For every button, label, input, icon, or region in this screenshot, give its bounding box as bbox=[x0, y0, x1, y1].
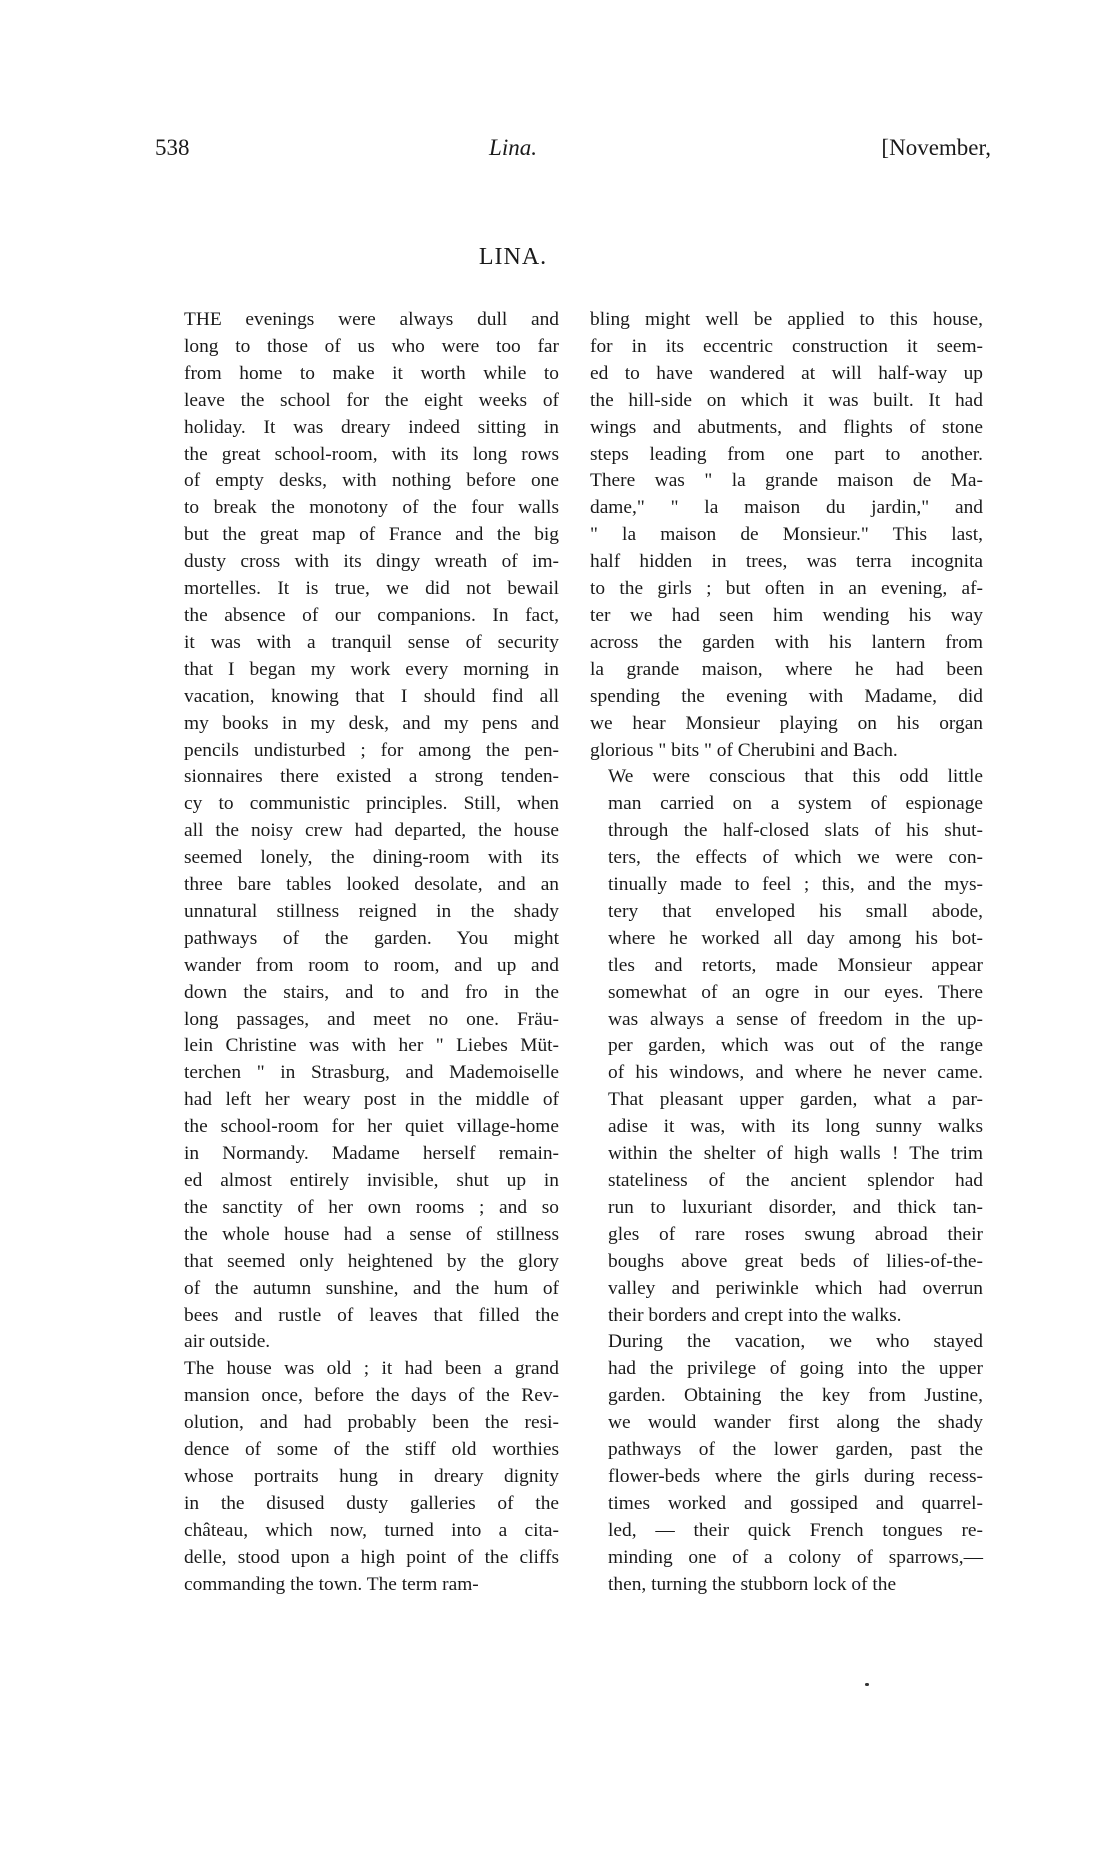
text-line: run to luxuriant disorder, and thick tan- bbox=[608, 1196, 983, 1218]
text-line: within the shelter of high walls ! The trim bbox=[608, 1143, 983, 1165]
text-line: pencils undisturbed ; for among the pen- bbox=[184, 739, 559, 761]
text-line: terchen " in Strasburg, and Mademoiselle bbox=[184, 1062, 559, 1084]
text-line: mortelles. It is true, we did not bewail bbox=[184, 578, 559, 600]
text-line: down the stairs, and to and fro in the bbox=[184, 981, 559, 1003]
text-line: garden. Obtaining the key from Justine, bbox=[608, 1385, 983, 1407]
text-line: to break the monotony of the four walls bbox=[184, 497, 559, 519]
text-line: mansion once, before the days of the Rev- bbox=[184, 1385, 559, 1407]
text-line: pathways of the garden. You might bbox=[184, 927, 559, 949]
text-line: tles and retorts, made Monsieur appear bbox=[608, 954, 983, 976]
text-line: whose portraits hung in dreary dignity bbox=[184, 1465, 559, 1487]
text-line: half hidden in trees, was terra incognita bbox=[590, 551, 983, 573]
text-line: During the vacation, we who stayed bbox=[608, 1331, 983, 1353]
text-line: long passages, and meet no one. Fräu- bbox=[184, 1008, 559, 1030]
text-line: dence of some of the stiff old worthies bbox=[184, 1439, 559, 1461]
text-line: all the noisy crew had departed, the house bbox=[184, 820, 559, 842]
page-header bbox=[0, 135, 1096, 175]
text-line: wander from room to room, and up and bbox=[184, 954, 559, 976]
text-line: the whole house had a sense of stillness bbox=[184, 1223, 559, 1245]
text-line: through the half-closed slats of his shut- bbox=[608, 820, 983, 842]
text-line: adise it was, with its long sunny walks bbox=[608, 1116, 983, 1138]
text-line: for in its eccentric construction it seem- bbox=[590, 335, 983, 357]
text-line: we hear Monsieur playing on his organ bbox=[590, 712, 983, 734]
text-line: holiday. It was dreary indeed sitting in bbox=[184, 416, 559, 438]
text-line: the school-room for her quiet village-home bbox=[184, 1116, 559, 1138]
text-line: but the great map of France and the big bbox=[184, 524, 559, 546]
text-line: to the girls ; but often in an evening, af- bbox=[590, 578, 983, 600]
text-line: three bare tables looked desolate, and an bbox=[184, 874, 559, 896]
text-line: stateliness of the ancient splendor had bbox=[608, 1170, 983, 1191]
text-line: delle, stood upon a high point of the cliffs bbox=[184, 1546, 559, 1568]
left-column bbox=[166, 307, 559, 1599]
text-line: " la maison de Monsieur." This last, bbox=[590, 524, 983, 546]
text-line: it was with a tranquil sense of security bbox=[184, 631, 559, 653]
text-line: olution, and had probably been the resi- bbox=[184, 1412, 559, 1434]
text-line: commanding the town. The term ram- bbox=[184, 1573, 479, 1595]
text-line: leave the school for the eight weeks of bbox=[184, 389, 559, 411]
text-line: minding one of a colony of sparrows,— bbox=[608, 1546, 983, 1568]
text-line: seemed lonely, the dining-room with its bbox=[184, 847, 559, 869]
text-line: in Normandy. Madame herself remain- bbox=[184, 1143, 559, 1165]
text-line: boughs above great beds of lilies-of-the- bbox=[608, 1250, 983, 1272]
text-line: The house was old ; it had been a grand bbox=[184, 1358, 559, 1380]
text-line: ter we had seen him wending his way bbox=[590, 604, 983, 626]
text-line: valley and periwinkle which had overrun bbox=[608, 1277, 983, 1299]
text-line: There was " la grande maison de Ma- bbox=[590, 470, 983, 492]
text-line: tinually made to feel ; this, and the mys- bbox=[608, 874, 983, 896]
text-line: man carried on a system of espionage bbox=[608, 793, 983, 815]
text-line: then, turning the stubborn lock of the bbox=[608, 1573, 897, 1595]
text-line: bees and rustle of leaves that filled the bbox=[184, 1304, 559, 1326]
text-line: We were conscious that this odd little bbox=[608, 766, 983, 788]
text-line: times worked and gossiped and quarrel- bbox=[608, 1492, 983, 1514]
text-line: unnatural stillness reigned in the shady bbox=[184, 900, 559, 922]
paragraph bbox=[590, 307, 983, 764]
text-line: where he worked all day among his bot- bbox=[608, 927, 983, 949]
text-line: spending the evening with Madame, did bbox=[590, 685, 983, 707]
text-line: their borders and crept into the walks. bbox=[608, 1304, 902, 1326]
text-line: of the autumn sunshine, and the hum of bbox=[184, 1277, 559, 1299]
text-line: across the garden with his lantern from bbox=[590, 631, 983, 653]
text-line: of empty desks, with nothing before one bbox=[184, 470, 559, 492]
text-line: led, — their quick French tongues re- bbox=[608, 1519, 983, 1541]
text-line: in the disused dusty galleries of the bbox=[184, 1492, 559, 1514]
text-line: steps leading from one part to another. bbox=[590, 443, 983, 465]
text-line: per garden, which was out of the range bbox=[608, 1035, 983, 1057]
text-line: la grande maison, where he had been bbox=[590, 658, 983, 680]
text-line: château, which now, turned into a cita- bbox=[184, 1519, 559, 1541]
text-line: somewhat of an ogre in our eyes. There bbox=[608, 981, 983, 1003]
text-line: ed almost entirely invisible, shut up in bbox=[184, 1170, 559, 1191]
text-line: long to those of us who were too far bbox=[184, 335, 559, 357]
text-line: the sanctity of her own rooms ; and so bbox=[184, 1196, 559, 1218]
text-line: lein Christine was with her " Liebes Müt- bbox=[184, 1035, 559, 1057]
right-column bbox=[590, 307, 983, 1599]
text-line: pathways of the lower garden, past the bbox=[608, 1439, 983, 1461]
paragraph bbox=[590, 1329, 983, 1598]
text-line: the hill-side on which it was built. It had bbox=[590, 389, 983, 411]
text-line: the absence of our companions. In fact, bbox=[184, 604, 559, 626]
paragraph bbox=[166, 1356, 559, 1598]
page-number: 538 bbox=[155, 135, 190, 160]
text-line: dusty cross with its dingy wreath of im- bbox=[184, 551, 559, 573]
text-line: tery that enveloped his small abode, bbox=[608, 900, 983, 922]
text-line: that I began my work every morning in bbox=[184, 658, 559, 680]
text-line: the great school-room, with its long rows bbox=[184, 443, 559, 465]
text-line: of his windows, and where he never came. bbox=[608, 1062, 983, 1084]
text-line: THE evenings were always dull and bbox=[184, 309, 559, 330]
text-line: had left her weary post in the middle of bbox=[184, 1089, 559, 1111]
text-line: my books in my desk, and my pens and bbox=[184, 712, 559, 734]
text-line: wings and abutments, and flights of stone bbox=[590, 416, 983, 438]
text-line: was always a sense of freedom in the up- bbox=[608, 1008, 983, 1030]
text-line: air outside. bbox=[184, 1331, 271, 1353]
text-line: had the privilege of going into the upper bbox=[608, 1358, 983, 1380]
print-speck bbox=[865, 1683, 869, 1686]
text-line: dame," " la maison du jardin," and bbox=[590, 497, 983, 519]
text-line: bling might well be applied to this house, bbox=[590, 309, 983, 330]
issue-month: [November, bbox=[881, 135, 991, 160]
paragraph bbox=[166, 307, 559, 1356]
article-title: LINA. bbox=[478, 244, 548, 270]
text-line: that seemed only heightened by the glory bbox=[184, 1250, 559, 1272]
text-line: ters, the effects of which we were con- bbox=[608, 847, 983, 869]
text-line: we would wander first along the shady bbox=[608, 1412, 983, 1434]
text-line: ed to have wandered at will half-way up bbox=[590, 362, 983, 384]
text-line: gles of rare roses swung abroad their bbox=[608, 1223, 983, 1245]
text-line: cy to communistic principles. Still, when bbox=[184, 793, 559, 815]
text-line: vacation, knowing that I should find all bbox=[184, 685, 559, 707]
running-title: Lina. bbox=[489, 135, 537, 160]
text-line: That pleasant upper garden, what a par- bbox=[608, 1089, 983, 1111]
text-line: from home to make it worth while to bbox=[184, 362, 559, 384]
text-line: flower-beds where the girls during recess- bbox=[608, 1465, 983, 1487]
text-line: sionnaires there existed a strong tenden- bbox=[184, 766, 559, 788]
paragraph bbox=[590, 764, 983, 1329]
text-line: glorious " bits " of Cherubini and Bach. bbox=[590, 739, 898, 761]
